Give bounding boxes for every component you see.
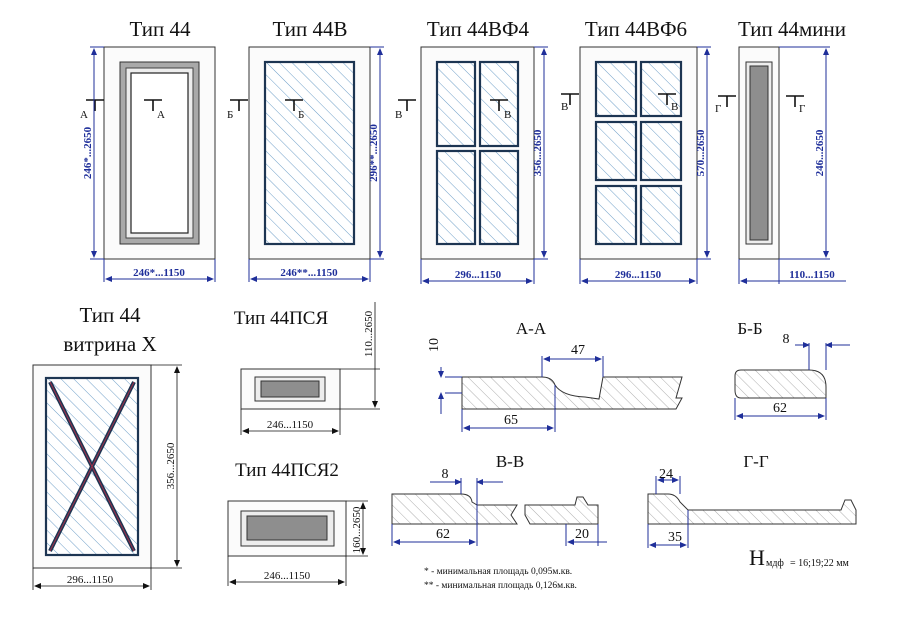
section-aa-dim-10: 10 bbox=[427, 338, 442, 352]
type-44vf6 bbox=[561, 17, 711, 284]
section-bb bbox=[735, 319, 850, 420]
type-44v-width-dim: 246**...1150 bbox=[280, 267, 338, 279]
svg-text:В: В bbox=[561, 101, 569, 113]
type-44-title: Тип 44 bbox=[129, 17, 191, 41]
type-44vf6-title: Тип 44ВФ6 bbox=[584, 17, 688, 41]
type-44mini-width-dim: 110...1150 bbox=[789, 269, 835, 281]
thickness-note bbox=[749, 545, 850, 570]
section-vv-title: В-В bbox=[495, 452, 525, 471]
section-vv-profile-left bbox=[392, 494, 517, 524]
section-vv-dim-62: 62 bbox=[436, 527, 450, 542]
type-44vf4-title: Тип 44ВФ4 bbox=[426, 17, 530, 41]
type-44psya2 bbox=[228, 460, 368, 586]
section-vv-profile-right bbox=[525, 497, 598, 524]
section-gg-title: Г-Г bbox=[743, 452, 769, 471]
section-bb-title: Б-Б bbox=[737, 319, 763, 338]
type-44vf4-height-dim: 356...2650 bbox=[532, 129, 544, 177]
cut-label-left: А bbox=[80, 109, 88, 121]
svg-text:В: В bbox=[395, 109, 403, 121]
type-44vf4-width-dim: 296...1150 bbox=[454, 269, 502, 281]
type-44v-glass bbox=[265, 62, 354, 244]
section-gg bbox=[648, 452, 856, 548]
section-gg-profile bbox=[648, 494, 856, 524]
type-44v-height-dim: 296**...2650 bbox=[368, 124, 380, 182]
type-44v bbox=[227, 17, 384, 282]
type-44mini-insert bbox=[750, 66, 768, 240]
type-44mini bbox=[715, 17, 846, 284]
type-44-height-dim: 246*...2650 bbox=[82, 126, 94, 180]
svg-text:В: В bbox=[504, 109, 512, 121]
section-vv bbox=[392, 452, 607, 546]
type-44 bbox=[80, 17, 215, 282]
type-44psya-title: Тип 44ПСЯ bbox=[233, 308, 329, 329]
section-bb-dim-62: 62 bbox=[773, 401, 787, 416]
type-44v-title: Тип 44В bbox=[272, 17, 348, 41]
type-44x-height-dim: 356...2650 bbox=[165, 442, 177, 490]
section-vv-dim-20: 20 bbox=[575, 527, 589, 542]
section-bb-dim-8: 8 bbox=[782, 332, 790, 347]
note-min-area-1: * - минимальная площадь 0,095м.кв. bbox=[424, 567, 573, 577]
type-44x-title-line1: Тип 44 bbox=[79, 303, 141, 327]
section-aa-dim-47: 47 bbox=[571, 343, 585, 358]
section-aa-title: А-А bbox=[515, 319, 547, 338]
type-44-showcase-x bbox=[33, 303, 182, 590]
section-bb-profile bbox=[735, 370, 826, 398]
section-aa-dim-65: 65 bbox=[504, 413, 518, 428]
cut-label-right: А bbox=[157, 109, 165, 121]
section-gg-dim-35: 35 bbox=[668, 530, 682, 545]
type-44psya2-title: Тип 44ПСЯ2 bbox=[235, 460, 339, 481]
type-44mini-height-dim: 246...2650 bbox=[814, 129, 826, 177]
svg-text:Б: Б bbox=[227, 109, 234, 121]
type-44psya-height-dim: 110...2650 bbox=[363, 310, 375, 358]
type-44vf6-height-dim: 570...2650 bbox=[695, 129, 707, 177]
type-44psya2-width-dim: 246...1150 bbox=[263, 570, 311, 582]
section-aa-profile bbox=[462, 377, 682, 409]
type-44vf4 bbox=[395, 17, 548, 284]
section-gg-dim-24: 24 bbox=[659, 467, 673, 482]
cut-marker-left bbox=[86, 100, 104, 111]
note-min-area-2: ** - минимальная площадь 0,126м.кв. bbox=[424, 581, 577, 591]
svg-text:Г: Г bbox=[799, 103, 806, 115]
thickness-subscript: мдф bbox=[766, 558, 784, 569]
svg-text:В: В bbox=[671, 101, 679, 113]
svg-text:Г: Г bbox=[715, 103, 722, 115]
type-44vf6-width-dim: 296...1150 bbox=[614, 269, 662, 281]
thickness-symbol: H bbox=[749, 545, 765, 570]
section-vv-dim-8: 8 bbox=[441, 467, 449, 482]
svg-text:Б: Б bbox=[298, 109, 305, 121]
type-44x-width-dim: 296...1150 bbox=[66, 574, 114, 586]
type-44mini-title: Тип 44мини bbox=[737, 17, 847, 41]
type-44-width-dim: 246*...1150 bbox=[133, 267, 185, 279]
section-aa bbox=[427, 319, 682, 432]
type-44psya-width-dim: 246...1150 bbox=[266, 419, 314, 431]
type-44psya bbox=[234, 302, 380, 435]
type-44x-title-line2: витрина Х bbox=[63, 332, 157, 356]
thickness-value: = 16;19;22 мм bbox=[790, 558, 849, 569]
type-44psya2-height-dim: 160...2650 bbox=[351, 506, 363, 554]
